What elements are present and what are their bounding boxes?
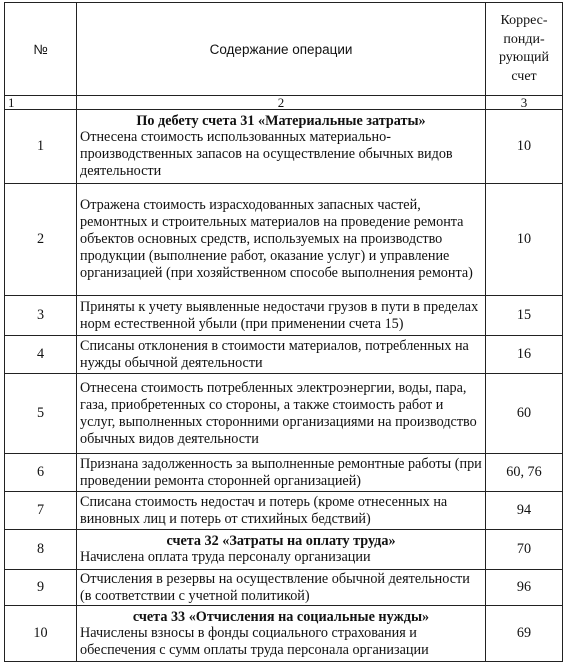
row-number: 3: [5, 296, 77, 336]
operation-cell: [77, 530, 486, 570]
operations-table: [4, 2, 563, 662]
column-number-1: 1: [5, 96, 77, 110]
table-row: [5, 184, 563, 296]
operation-cell: [77, 606, 486, 662]
column-number-3: 3: [486, 96, 563, 110]
operation-text: Отчисления в резервы на осуществление обычной деятельности (в соответствии с учетной политикой): [80, 570, 470, 604]
row-number: 5: [5, 374, 77, 454]
operation-cell: [77, 492, 486, 530]
account-cell: 10: [486, 110, 563, 184]
table-row: [5, 296, 563, 336]
operation-text: Списана стоимость недостач и потерь (кроме отнесенных на виновных лиц и потерь от стихийных бедствий): [80, 493, 448, 527]
table-header-row: [5, 3, 563, 96]
account-cell: 15: [486, 296, 563, 336]
section-heading: счета 33 «Отчисления на социальные нужды»: [132, 608, 430, 625]
operation-text: Отнесена стоимость потребленных электроэнергии, воды, пара, газа, приобретенных со стороны, а также стоимость работ и услуг, выполненных сторонними организациями на производство обычных видов деятельности: [80, 379, 477, 447]
column-number-2: 2: [77, 96, 486, 110]
table-row: [5, 374, 563, 454]
section-heading: По дебету счета 31 «Материальные затраты»: [136, 113, 426, 129]
table-row: [5, 336, 563, 374]
account-cell: 16: [486, 336, 563, 374]
table-row: [5, 606, 563, 662]
account-cell: 70: [486, 530, 563, 570]
operation-text: Приняты к учету выявленные недостачи грузов в пути в пределах норм естественной убыли (при применении счета 15): [80, 298, 479, 332]
table-row: [5, 530, 563, 570]
table-row: [5, 492, 563, 530]
header-account: Коррес-понди-рующий счет: [486, 3, 563, 96]
row-number: 8: [5, 530, 77, 570]
operation-cell: [77, 454, 486, 492]
operation-text: Списаны отклонения в стоимости материалов, потребленных на нужды обычной деятельности: [80, 337, 469, 371]
table-row: [5, 110, 563, 184]
operation-text: Начислены взносы в фонды социального страхования и обеспечения с сумм оплаты труда персонала организации: [80, 624, 429, 658]
operation-text: Отнесена стоимость использованных материально-производственных запасов на осуществление обычных видов деятельности: [80, 129, 453, 179]
operation-text: Отражена стоимость израсходованных запасных частей, ремонтных и строительных материалов на проведение ремонта объектов основных средств, используемых на производство продукции (выполнение работ, оказание услуг) и управление организацией (при хозяйственном способе выполнения ремонта): [80, 197, 473, 281]
account-cell: 69: [486, 606, 563, 662]
account-cell: 96: [486, 570, 563, 606]
operation-cell: [77, 110, 486, 184]
operation-text: Начислена оплата труда персоналу организации: [80, 549, 371, 565]
operation-text: Признана задолженность за выполненные ремонтные работы (при проведении ремонта сторонней организацией): [80, 455, 482, 489]
operation-cell: [77, 184, 486, 296]
row-number: 7: [5, 492, 77, 530]
operation-cell: [77, 570, 486, 606]
header-number: №: [5, 3, 77, 96]
table-row: [5, 570, 563, 606]
operation-cell: [77, 336, 486, 374]
row-number: 2: [5, 184, 77, 296]
row-number: 9: [5, 570, 77, 606]
section-heading: счета 32 «Затраты на оплату труда»: [166, 533, 396, 549]
row-number: 1: [5, 110, 77, 184]
table-row: [5, 454, 563, 492]
row-number: 4: [5, 336, 77, 374]
account-cell: 60, 76: [486, 454, 563, 492]
operation-cell: [77, 296, 486, 336]
account-cell: 60: [486, 374, 563, 454]
operation-cell: [77, 374, 486, 454]
account-cell: 10: [486, 184, 563, 296]
header-operation: Содержание операции: [77, 3, 486, 96]
column-number-row: [5, 96, 563, 110]
account-cell: 94: [486, 492, 563, 530]
row-number: 10: [5, 606, 77, 662]
row-number: 6: [5, 454, 77, 492]
